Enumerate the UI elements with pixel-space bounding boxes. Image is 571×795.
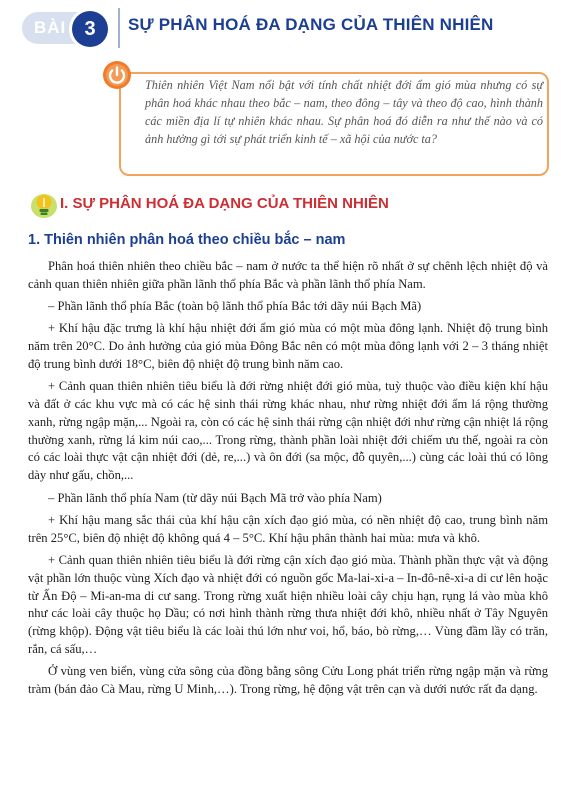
lightbulb-icon <box>30 190 58 220</box>
paragraph: – Phần lãnh thổ phía Nam (từ dãy núi Bạch Mã trở vào phía Nam) <box>48 490 382 505</box>
lesson-badge-label: BÀI <box>34 18 67 37</box>
intro-text: Thiên nhiên Việt Nam nổi bật với tính chất nhiệt đới ẩm gió mùa nhưng có sự phân hoá khác nhau theo bắc – nam, theo đông – tây và theo độ cao, hình thành các miền địa lí tự nhiên khác nhau. Sự phân hoá đó diễn ra như thế nào và có ảnh hưởng gì tới sự phát triển kinh tế – xã hội của nước ta? <box>145 78 543 146</box>
paragraph: + Khí hậu đặc trưng là khí hậu nhiệt đới ẩm gió mùa có một mùa đông lạnh. Nhiệt độ trung bình năm trên 20°C. Do ảnh hưởng của gió mùa Đông Bắc nên có một mùa đông lạnh với 2 – 3 tháng nhiệt độ trung bình dưới 18°C, biên độ nhiệt độ trung bình năm cao. <box>28 321 548 371</box>
paragraph: Phân hoá thiên nhiên theo chiều bắc – nam ở nước ta thể hiện rõ nhất ở sự chênh lệch nhiệt độ và cảnh quan thiên nhiên giữa phần lãnh thổ phía Bắc và phần lãnh thổ phía Nam. <box>28 259 548 291</box>
lesson-badge <box>22 10 112 48</box>
paragraph: + Khí hậu mang sắc thái của khí hậu cận xích đạo gió mùa, có nền nhiệt độ cao, trung bình năm trên 25°C, biên độ nhiệt độ không quá 4 – 5°C. Khí hậu phân thành hai mùa: mưa và khô. <box>28 512 548 545</box>
subsection-title: 1. Thiên nhiên phân hoá theo chiều bắc – nam <box>28 232 346 248</box>
paragraph: + Cảnh quan thiên nhiên tiêu biểu là đới rừng cận xích đạo gió mùa. Thành phần thực vật và động vật phần lớn thuộc vùng Xích đạo và nhiệt đới có nguồn gốc Ma-lai-xi-a – In-đô-nê-xi-a di cư lên hoặc từ Ấn Độ – Mi-an-ma di cư sang. Trong rừng xuất hiện nhiều loài cây chịu hạn, rụng lá vào mùa khô như các loài cây thuộc họ Dầu; có nơi hình thành rừng thưa nhiệt đới khô, nhiều nhất ở Tây Nguyên (rừng khộp). Động vật tiêu biểu là các loài thú lớn như voi, hổ, báo, bò rừng,… Vùng đầm lầy có trăn, rắn, cá sấu,… <box>28 552 548 656</box>
paragraph: – Phần lãnh thổ phía Bắc (toàn bộ lãnh thổ phía Bắc tới dãy núi Bạch Mã) <box>48 299 422 314</box>
body-text <box>28 258 548 703</box>
lesson-title: SỰ PHÂN HOÁ ĐA DẠNG CỦA THIÊN NHIÊN <box>128 15 494 34</box>
paragraph: Ở vùng ven biển, vùng cửa sông của đồng bằng sông Cửu Long phát triển rừng ngập mặn và rừng tràm (bán đảo Cà Mau, rừng U Minh,…). Trong rừng, hệ động vật trên cạn và dưới nước rất đa dạng. <box>28 664 548 697</box>
header-divider <box>118 8 120 48</box>
section-title: I. SỰ PHÂN HOÁ ĐA DẠNG CỦA THIÊN NHIÊN <box>60 195 389 212</box>
lesson-number: 3 <box>84 18 96 40</box>
paragraph: + Cảnh quan thiên nhiên tiêu biểu là đới rừng nhiệt đới gió mùa, tuỳ thuộc vào điều kiện khí hậu và đất ở các khu vực mà có các hệ sinh thái rừng khác nhau, như rừng nhiệt đới ẩm lá rộng thường xanh, rừng ngập mặn,... Ngoài ra, còn có các hệ sinh thái rừng cận nhiệt đới như rừng cận nhiệt lá rộng thường xanh, rừng lá kim núi cao,... Trong rừng, thành phần loài nhiệt đới chiếm ưu thế, ngoài ra còn có các loài thực vật cận nhiệt đới (dẻ, re,...) và ôn đới (sa mộc, đỗ quyên,...) cùng các loài thú có lông dày như gấu, chồn,... <box>28 379 548 483</box>
power-icon <box>102 60 132 90</box>
